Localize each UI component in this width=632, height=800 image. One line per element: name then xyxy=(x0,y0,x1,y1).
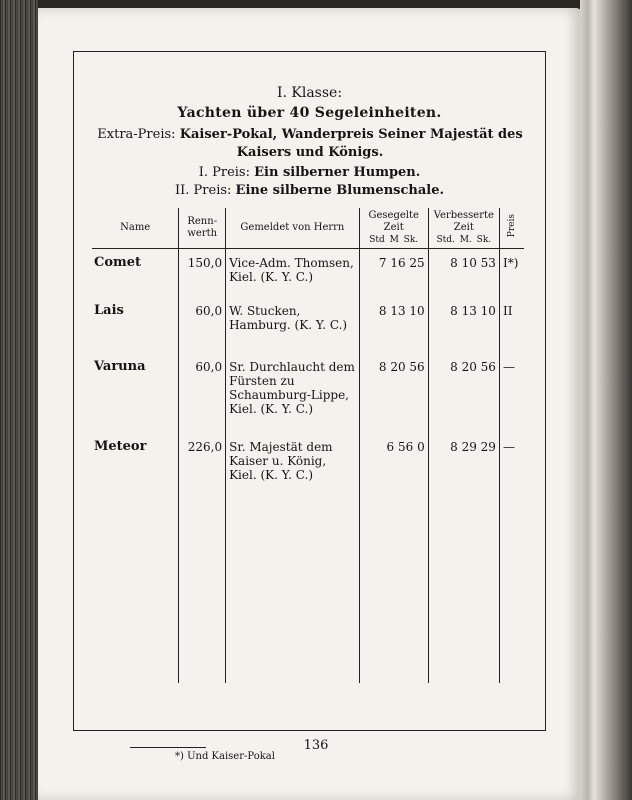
header-corrected-units: Std. M. Sk. xyxy=(436,235,492,245)
corrected-time: 8 13 10 xyxy=(428,297,499,353)
sailed-time: 8 20 56 xyxy=(359,353,428,433)
second-prize-label: II. Preis: xyxy=(175,183,232,198)
yacht-rating: 60,0 xyxy=(179,353,226,433)
prize-result: II xyxy=(499,297,524,353)
prize-result: I*) xyxy=(499,249,524,297)
yacht-rating: 226,0 xyxy=(179,433,226,683)
results-table xyxy=(92,208,524,683)
first-prize-label: I. Preis: xyxy=(198,165,250,180)
header-sailed-label: Gesegelte Zeit xyxy=(368,210,419,233)
header-rating: Renn-werth xyxy=(179,208,226,249)
table-row xyxy=(92,433,524,683)
footnote: *) Und Kaiser-Pokal xyxy=(175,751,275,762)
yacht-rating: 150,0 xyxy=(179,249,226,297)
header-corrected-label: Verbesserte Zeit xyxy=(433,210,494,233)
first-prize-value: Ein silberner Humpen. xyxy=(254,165,421,180)
class-subtitle: Yachten über 40 Segeleinheiten. xyxy=(177,105,442,121)
extra-prize xyxy=(80,126,540,162)
header-sailed-time xyxy=(359,208,428,249)
corrected-time: 8 20 56 xyxy=(428,353,499,433)
book-spine-left xyxy=(0,0,38,800)
table-row xyxy=(92,353,524,433)
page-number: 136 xyxy=(303,738,329,753)
yacht-rating: 60,0 xyxy=(179,297,226,353)
sailed-time: 6 56 0 xyxy=(359,433,428,683)
header-prize xyxy=(499,208,524,249)
header-prize-label: Preis xyxy=(506,214,517,238)
corrected-time: 8 10 53 xyxy=(428,249,499,297)
book-page-edge-right xyxy=(580,0,632,800)
table-row xyxy=(92,249,524,297)
table-header-row xyxy=(92,208,524,249)
corrected-time: 8 29 29 xyxy=(428,433,499,683)
header-name: Name xyxy=(92,208,179,249)
prize-result: — xyxy=(499,353,524,433)
extra-prize-value: Kaiser-Pokal, Wanderpreis Seiner Majestät des Kaisers und Königs. xyxy=(179,127,523,160)
extra-prize-label: Extra-Preis: xyxy=(97,127,176,142)
yacht-name: Lais xyxy=(94,302,124,318)
class-heading: I. Klasse: xyxy=(276,85,343,101)
yacht-name: Comet xyxy=(94,255,142,270)
header-corrected-time xyxy=(428,208,499,249)
second-prize xyxy=(74,183,545,198)
sailed-time: 7 16 25 xyxy=(359,249,428,297)
yacht-name: Meteor xyxy=(94,438,147,454)
yacht-owner: W. Stucken, Hamburg. (K. Y. C.) xyxy=(226,297,360,353)
table-row xyxy=(92,297,524,353)
yacht-owner: Vice-Adm. Thomsen, Kiel. (K. Y. C.) xyxy=(226,249,360,297)
prize-result: — xyxy=(499,433,524,683)
header-sailed-units: Std M Sk. xyxy=(369,235,419,245)
first-prize xyxy=(74,165,545,180)
second-prize-value: Eine silberne Blumenschale. xyxy=(235,183,444,198)
header-owner: Gemeldet von Herrn xyxy=(226,208,360,249)
yacht-owner: Sr. Majestät dem Kaiser u. König, Kiel. (K. Y. C.) xyxy=(226,433,360,683)
yacht-name: Varuna xyxy=(94,358,146,374)
sailed-time: 8 13 10 xyxy=(359,297,428,353)
yacht-owner: Sr. Durchlaucht dem Fürsten zu Schaumburg-Lippe, Kiel. (K. Y. C.) xyxy=(226,353,360,433)
